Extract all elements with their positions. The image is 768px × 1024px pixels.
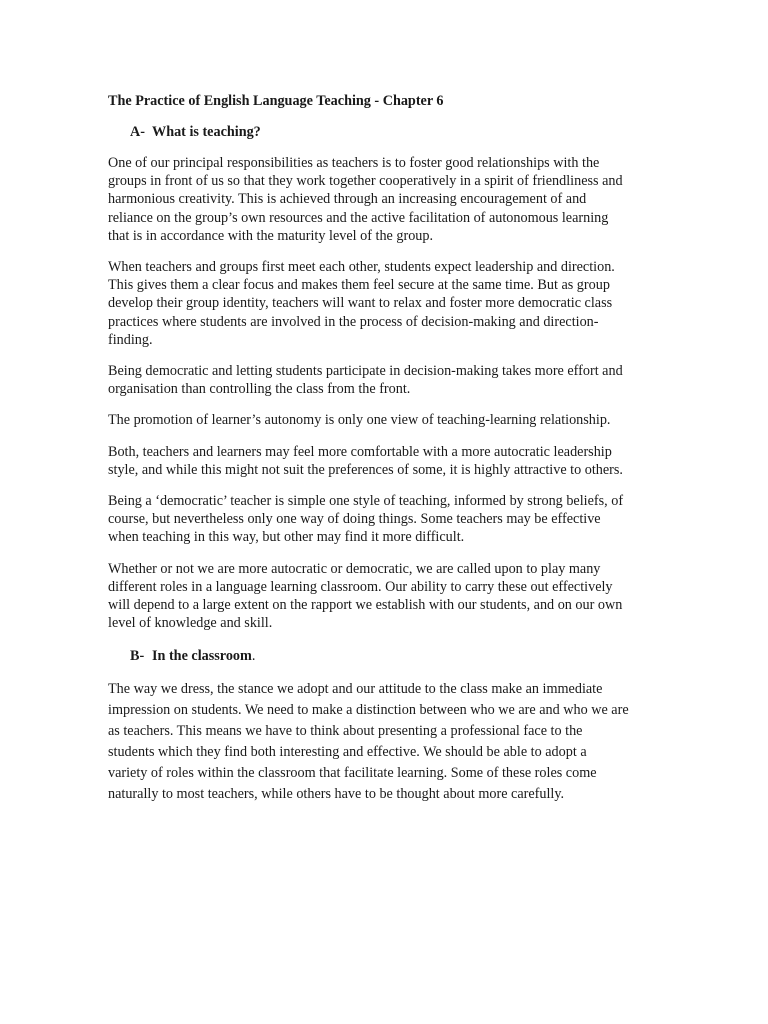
paragraph-line: when teaching in this way, but other may find it more difficult. bbox=[108, 529, 465, 546]
paragraph-line: harmonious creativity. This is achieved through an increasing encouragement of and bbox=[108, 191, 587, 208]
paragraph-line: students which they find both interesting and effective. We should be able to adopt a bbox=[108, 744, 587, 761]
paragraph bbox=[108, 362, 660, 398]
paragraph bbox=[108, 258, 660, 349]
paragraph bbox=[108, 492, 660, 547]
paragraph-line: that is in accordance with the maturity level of the group. bbox=[108, 227, 434, 244]
paragraph-line: develop their group identity, teachers will want to relax and foster more democratic class bbox=[108, 295, 613, 312]
paragraph bbox=[108, 411, 660, 429]
section-a-title: What is teaching? bbox=[152, 124, 261, 140]
section-a-body bbox=[108, 154, 660, 632]
section-b-title: In the classroom bbox=[152, 648, 252, 665]
paragraph-line: will depend to a large extent on the rapport we establish with our students, and on our own bbox=[108, 597, 623, 614]
paragraph-line: level of knowledge and skill. bbox=[108, 615, 273, 632]
paragraph-line: course, but nevertheless only one way of doing things. Some teachers may be effective bbox=[108, 511, 601, 528]
document-title: The Practice of English Language Teaching - Chapter 6 bbox=[108, 93, 444, 109]
paragraph bbox=[108, 560, 660, 633]
paragraph-line: Being democratic and letting students participate in decision-making takes more effort and bbox=[108, 363, 623, 380]
paragraph-line: style, and while this might not suit the preferences of some, it is highly attractive to others. bbox=[108, 461, 623, 478]
section-b-body bbox=[108, 679, 660, 805]
paragraph-line: practices where students are involved in the process of decision-making and direction- bbox=[108, 313, 599, 330]
section-a-heading bbox=[130, 123, 660, 141]
paragraph-line: When teachers and groups first meet each other, students expect leadership and direction. bbox=[108, 259, 615, 276]
paragraph-line: Both, teachers and learners may feel more comfortable with a more autocratic leadership bbox=[108, 443, 612, 460]
section-b-heading bbox=[130, 647, 660, 665]
paragraph-line: as teachers. This means we have to think about presenting a professional face to the bbox=[108, 723, 583, 740]
paragraph-line: organisation than controlling the class from the front. bbox=[108, 381, 411, 398]
section-b-title-period: . bbox=[251, 648, 256, 665]
document-page bbox=[108, 92, 660, 818]
paragraph-line: reliance on the group’s own resources and the active facilitation of autonomous learning bbox=[108, 209, 609, 226]
paragraph bbox=[108, 443, 660, 479]
paragraph bbox=[108, 154, 660, 245]
paragraph-line: different roles in a language learning classroom. Our ability to carry these out effectively bbox=[108, 578, 613, 595]
paragraph-line: One of our principal responsibilities as teachers is to foster good relationships with the bbox=[108, 155, 600, 171]
paragraph bbox=[108, 679, 660, 805]
paragraph-line: The way we dress, the stance we adopt and our attitude to the class make an immediate bbox=[108, 681, 603, 698]
paragraph-line: naturally to most teachers, while others have to be thought about more carefully. bbox=[108, 786, 565, 803]
paragraph-line: Being a ‘democratic’ teacher is simple one style of teaching, informed by strong beliefs, of bbox=[108, 493, 624, 510]
section-b-letter: B- bbox=[130, 648, 145, 665]
paragraph-line: Whether or not we are more autocratic or democratic, we are called upon to play many bbox=[108, 560, 601, 577]
paragraph-line: impression on students. We need to make a distinction between who we are and who we are bbox=[108, 702, 629, 719]
paragraph-line: variety of roles within the classroom that facilitate learning. Some of these roles come bbox=[108, 765, 597, 782]
section-a-letter: A- bbox=[130, 124, 145, 140]
paragraph-line: finding. bbox=[108, 331, 153, 348]
paragraph-line: This gives them a clear focus and makes them feel secure at the same time. But as group bbox=[108, 277, 610, 294]
paragraph-line: The promotion of learner’s autonomy is only one view of teaching-learning relationship. bbox=[108, 412, 611, 429]
paragraph-line: groups in front of us so that they work together cooperatively in a spirit of friendliness and bbox=[108, 173, 623, 190]
